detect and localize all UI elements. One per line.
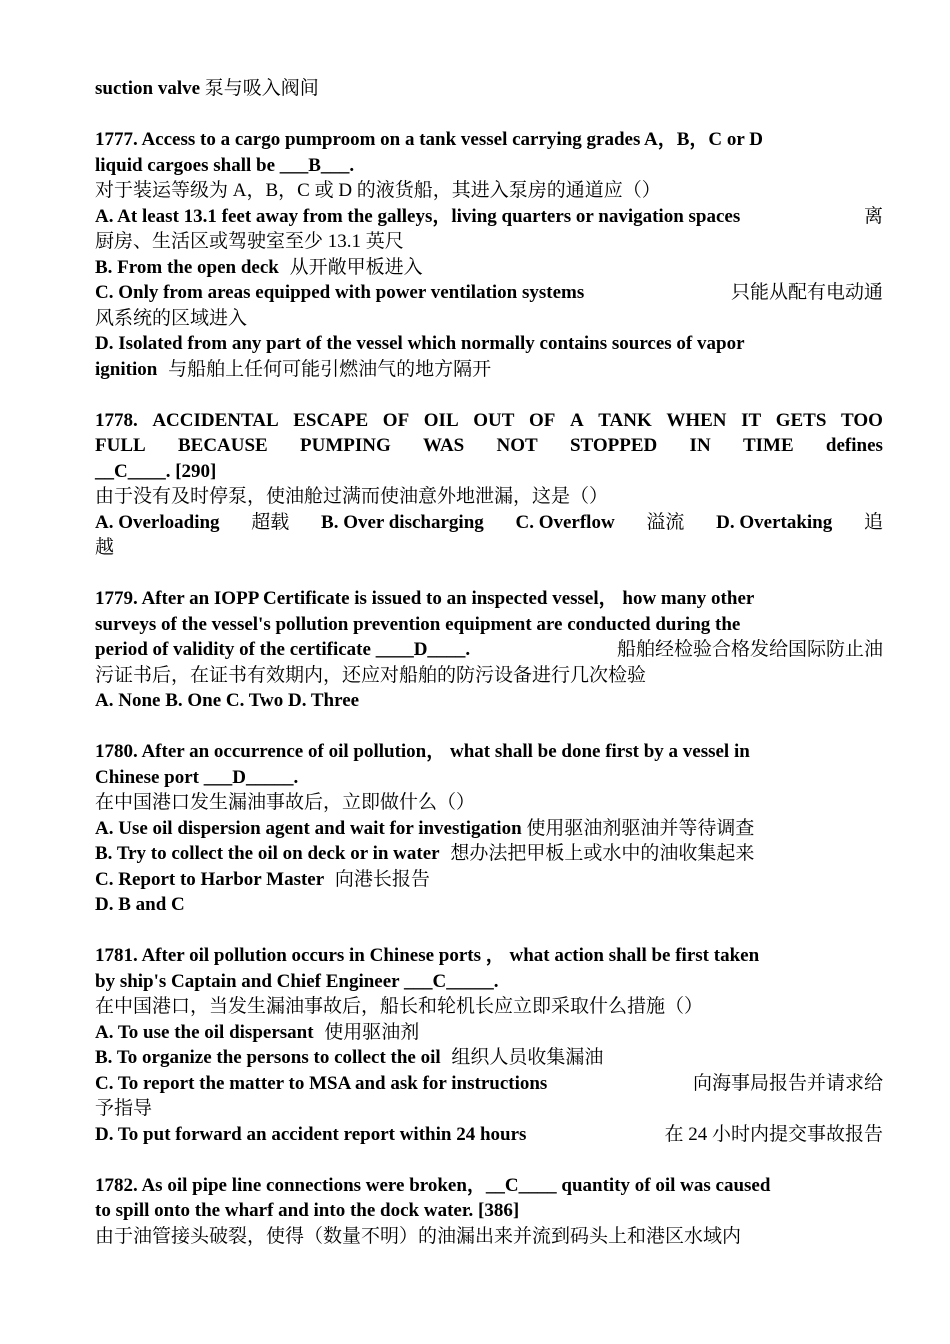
- question-translation: 由于油管接头破裂，使得（数量不明）的油漏出来并流到码头上和港区水域内: [95, 1225, 742, 1247]
- question-stem-line: by ship's Captain and Chief Engineer ___C_____.: [95, 970, 499, 992]
- question-stem-line: Chinese port ___D_____.: [95, 766, 299, 788]
- option-a: A. At least 13.1 feet away from the galleys，living quarters or navigation spaces 离: [95, 205, 883, 227]
- question-stem-line: liquid cargoes shall be ___B___.: [95, 154, 355, 176]
- option-b: B. To organize the persons to collect the oil 组织人员收集漏油: [95, 1047, 604, 1068]
- options-line-cont: 越: [95, 537, 115, 558]
- question-translation: 对于装运等级为 A，B，C 或 D 的液货船，其进入泵房的通道应（）: [95, 180, 661, 201]
- question-stem-line: FULL BECAUSE PUMPING WAS NOT STOPPED IN TIME defines: [95, 435, 883, 456]
- options-line: A. None B. One C. Two D. Three: [95, 690, 360, 711]
- question-stem-line: 1782. As oil pipe line connections were broken，__C____ quantity of oil was caused: [95, 1174, 771, 1196]
- option-d: D. B and C: [95, 894, 185, 915]
- question-1778: [95, 408, 883, 561]
- question-1781: [95, 943, 883, 1147]
- question-1777: [95, 127, 883, 382]
- question-translation: 在中国港口发生漏油事故后，立即做什么（）: [95, 792, 476, 813]
- intro-line: [95, 76, 883, 102]
- option-b: B. From the open deck 从开敞甲板进入: [95, 256, 423, 278]
- question-stem-line: 1781. After oil pollution occurs in Chinese ports ， what action shall be first taken: [95, 945, 760, 966]
- question-stem-line: 1778. ACCIDENTAL ESCAPE OF OIL OUT OF A TANK WHEN IT GETS TOO: [95, 409, 883, 431]
- intro-zh: 泵与吸入阀间: [204, 78, 319, 99]
- option-c: C. To report the matter to MSA and ask for instructions 向海事局报告并请求给: [95, 1072, 883, 1094]
- option-a: A. To use the oil dispersant 使用驱油剂: [95, 1021, 420, 1043]
- question-stem-line: 1780. After an occurrence of oil pollution， what shall be done first by a vessel in: [95, 741, 750, 762]
- document-page: [95, 76, 883, 1249]
- question-stem-line: surveys of the vessel's pollution prevention equipment are conducted during the: [95, 613, 741, 635]
- question-1779: [95, 586, 883, 714]
- option-c: C. Report to Harbor Master 向港长报告: [95, 868, 430, 890]
- question-stem-line: to spill onto the wharf and into the dock water. [386]: [95, 1200, 520, 1221]
- option-c-cont: 予指导: [95, 1098, 153, 1119]
- option-c-cont: 风系统的区域进入: [95, 307, 248, 329]
- question-translation: 在中国港口，当发生漏油事故后，船长和轮机长应立即采取什么措施（）: [95, 996, 704, 1017]
- option-d-cont: ignition 与船舶上任何可能引燃油气的地方隔开: [95, 358, 492, 380]
- question-stem-line: period of validity of the certificate ____D____. 船舶经检验合格发给国际防止油: [95, 639, 883, 660]
- question-stem-line: __C____. [290]: [95, 460, 217, 482]
- question-1780: [95, 739, 883, 918]
- option-a: A. Use oil dispersion agent and wait for investigation 使用驱油剂驱油并等待调查: [95, 817, 755, 839]
- intro-en: suction valve: [95, 78, 201, 99]
- question-stem-line: 1777. Access to a cargo pumproom on a tank vessel carrying grades A，B，C or D: [95, 129, 763, 150]
- option-d: D. To put forward an accident report within 24 hours 在 24 小时内提交事故报告: [95, 1123, 883, 1145]
- question-translation: 由于没有及时停泵，使油舱过满而使油意外地泄漏，这是（）: [95, 486, 609, 507]
- question-stem-line: 1779. After an IOPP Certificate is issued to an inspected vessel， how many other: [95, 588, 755, 609]
- option-b: B. Try to collect the oil on deck or in water 想办法把甲板上或水中的油收集起来: [95, 843, 755, 864]
- option-c: C. Only from areas equipped with power ventilation systems 只能从配有电动通: [95, 282, 883, 303]
- option-a-cont: 厨房、生活区或驾驶室至少 13.1 英尺: [95, 231, 404, 252]
- question-translation: 污证书后，在证书有效期内，还应对船舶的防污设备进行几次检验: [95, 664, 647, 686]
- option-d: D. Isolated from any part of the vessel which normally contains sources of vapor: [95, 333, 745, 354]
- options-line: A. Overloading 超载 B. Over discharging C. Overflow 溢流 D. Overtaking 追: [95, 511, 883, 533]
- question-1782: [95, 1173, 883, 1250]
